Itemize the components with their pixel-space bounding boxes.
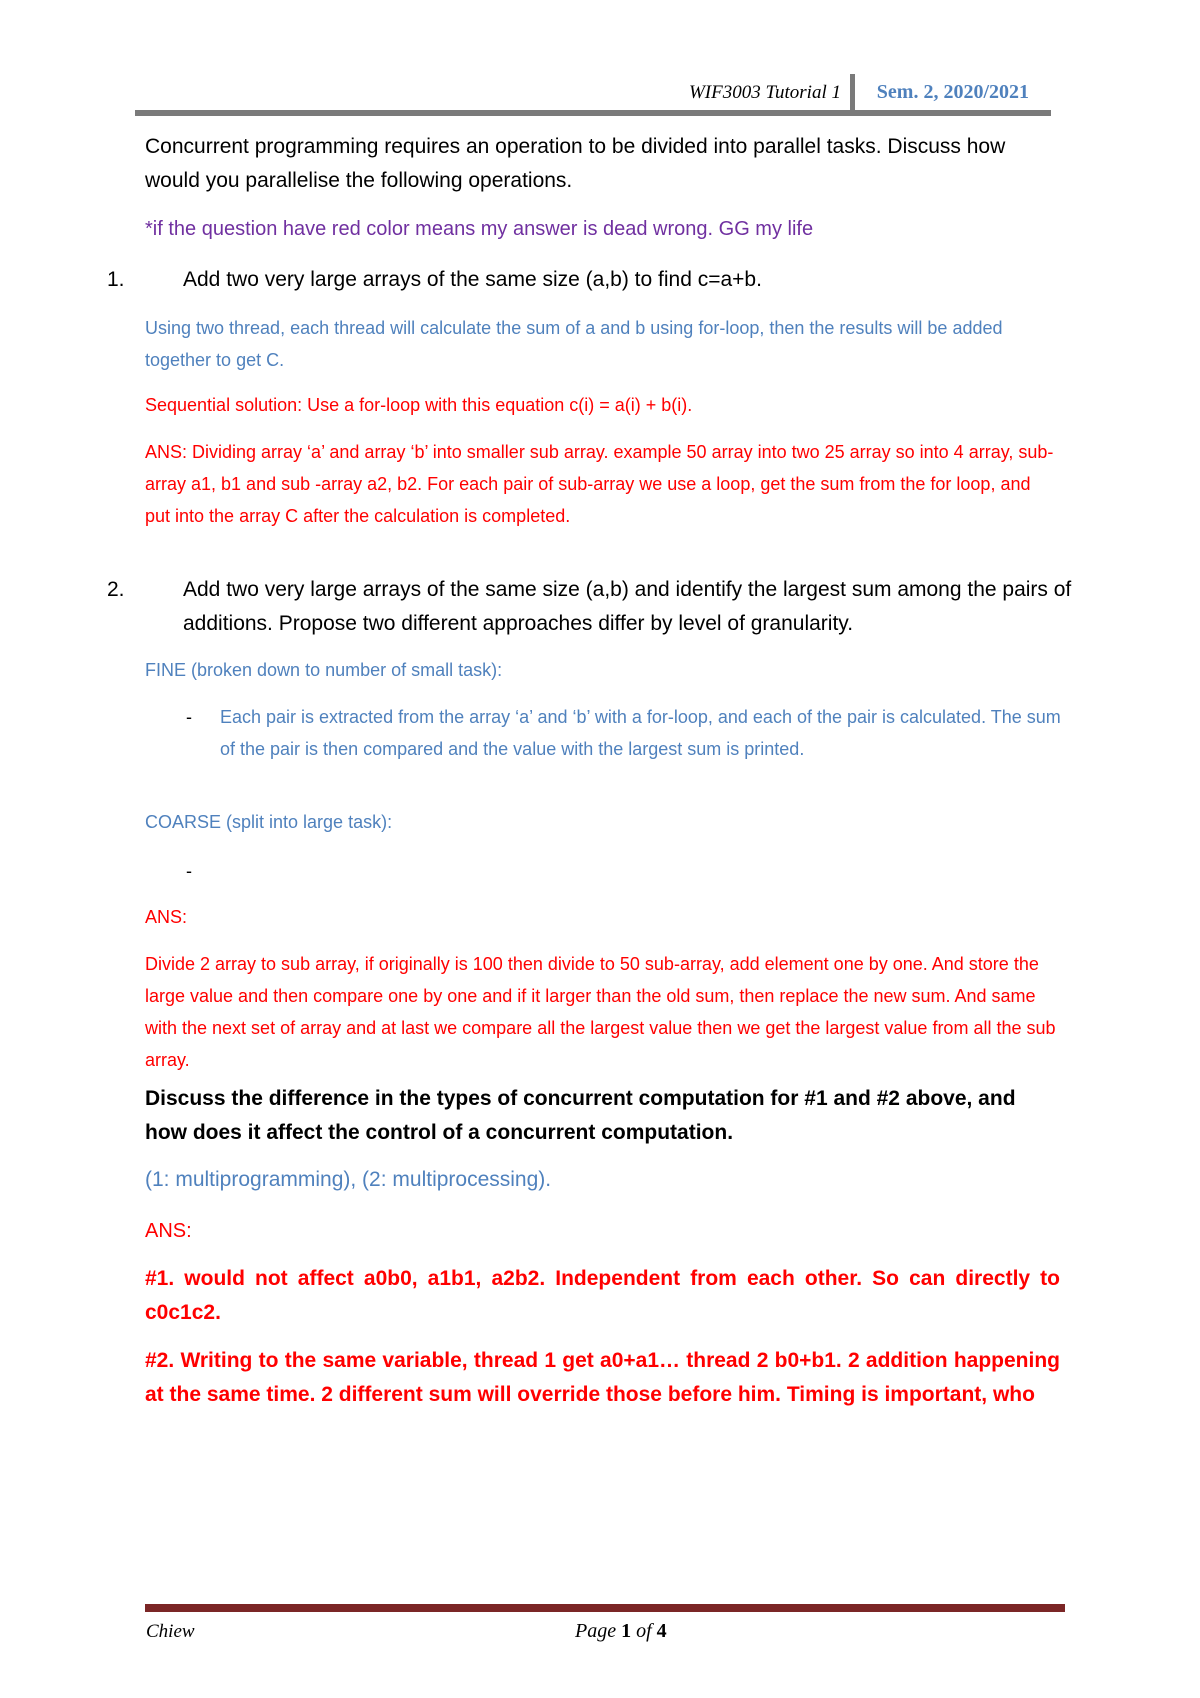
coarse-bullet-dash: - [186, 861, 192, 881]
question-2-number: 2. [107, 578, 125, 601]
question-2-text: Add two very large arrays of the same size (a,b) and identify the largest sum among the pairs of additions. Propose two different approaches differ by level of granularity. [183, 578, 1072, 635]
footer-page-total: 4 [656, 1620, 667, 1642]
question-2 [107, 573, 1098, 641]
page-header [135, 68, 1051, 116]
header-rule [135, 110, 1051, 116]
q1-sequential: Sequential solution: Use a for-loop with this equation c(i) = a(i) + b(i). [145, 395, 693, 415]
footer-author: Chiew [146, 1621, 195, 1642]
footer-page-number [575, 1620, 667, 1643]
fine-label: FINE (broken down to number of small task): [145, 660, 503, 680]
discuss-ans-label: ANS: [145, 1220, 192, 1242]
q1-ans: ANS: Dividing array ‘a’ and array ‘b’ into smaller sub array. example 50 array into two 25 array so into 4 array, sub-array a1, b1 and sub -array a2, b2. For each pair of sub-array we use a loop, get the sum from the for loop, and put into the array C after the calculation is completed. [145, 442, 1054, 526]
coarse-label: COARSE (split into large task): [145, 812, 393, 832]
footer-rule [145, 1604, 1065, 1612]
header-semester: Sem. 2, 2020/2021 [876, 81, 1029, 103]
fine-bullet [186, 701, 1066, 765]
q2-ans-text: Divide 2 array to sub array, if originally is 100 then divide to 50 sub-array, add element one by one. And store the large value and then compare one by one and if it larger than the old sum, then replace the new sum. And same with the next set of array and at last we compare all the largest value then we get the largest value from all the sub array. [145, 954, 1056, 1070]
fine-bullet-text: Each pair is extracted from the array ‘a’ and ‘b’ with a for-loop, and each of the pair is calculated. The sum of the pair is then compared and the value with the largest sum is printed. [220, 707, 1061, 759]
discuss-ans-1: #1. would not affect a0b0, a1b1, a2b2. Independent from each other. So can directly to c0c1c2. [145, 1267, 1060, 1324]
fine-bullet-dash: - [186, 707, 192, 727]
note-paragraph: *if the question have red color means my answer is dead wrong. GG my life [145, 218, 814, 240]
discuss-types: (1: multiprogramming), (2: multiprocessing). [145, 1168, 552, 1191]
question-1 [107, 263, 1098, 297]
footer-of-word: of [636, 1620, 652, 1642]
intro-paragraph: Concurrent programming requires an operation to be divided into parallel tasks. Discuss how would you parallelise the following operations. [145, 135, 1006, 192]
footer-page-word: Page [575, 1620, 617, 1642]
footer-page-current: 1 [621, 1620, 632, 1642]
question-1-number: 1. [107, 268, 125, 291]
header-course: WIF3003 Tutorial 1 [688, 82, 841, 103]
q1-answer-blue: Using two thread, each thread will calculate the sum of a and b using for-loop, then the results will be added together to get C. [145, 318, 1003, 370]
q2-ans-label: ANS: [145, 907, 188, 927]
discuss-question: Discuss the difference in the types of concurrent computation for #1 and #2 above, and how does it affect the control of a concurrent computation. [145, 1087, 1016, 1144]
discuss-ans-2: #2. Writing to the same variable, thread 1 get a0+a1… thread 2 b0+b1. 2 addition happening at the same time. 2 different sum will override those before him. Timing is important, who [145, 1349, 1060, 1406]
question-1-text: Add two very large arrays of the same size (a,b) to find c=a+b. [183, 268, 762, 291]
header-divider [850, 74, 855, 112]
